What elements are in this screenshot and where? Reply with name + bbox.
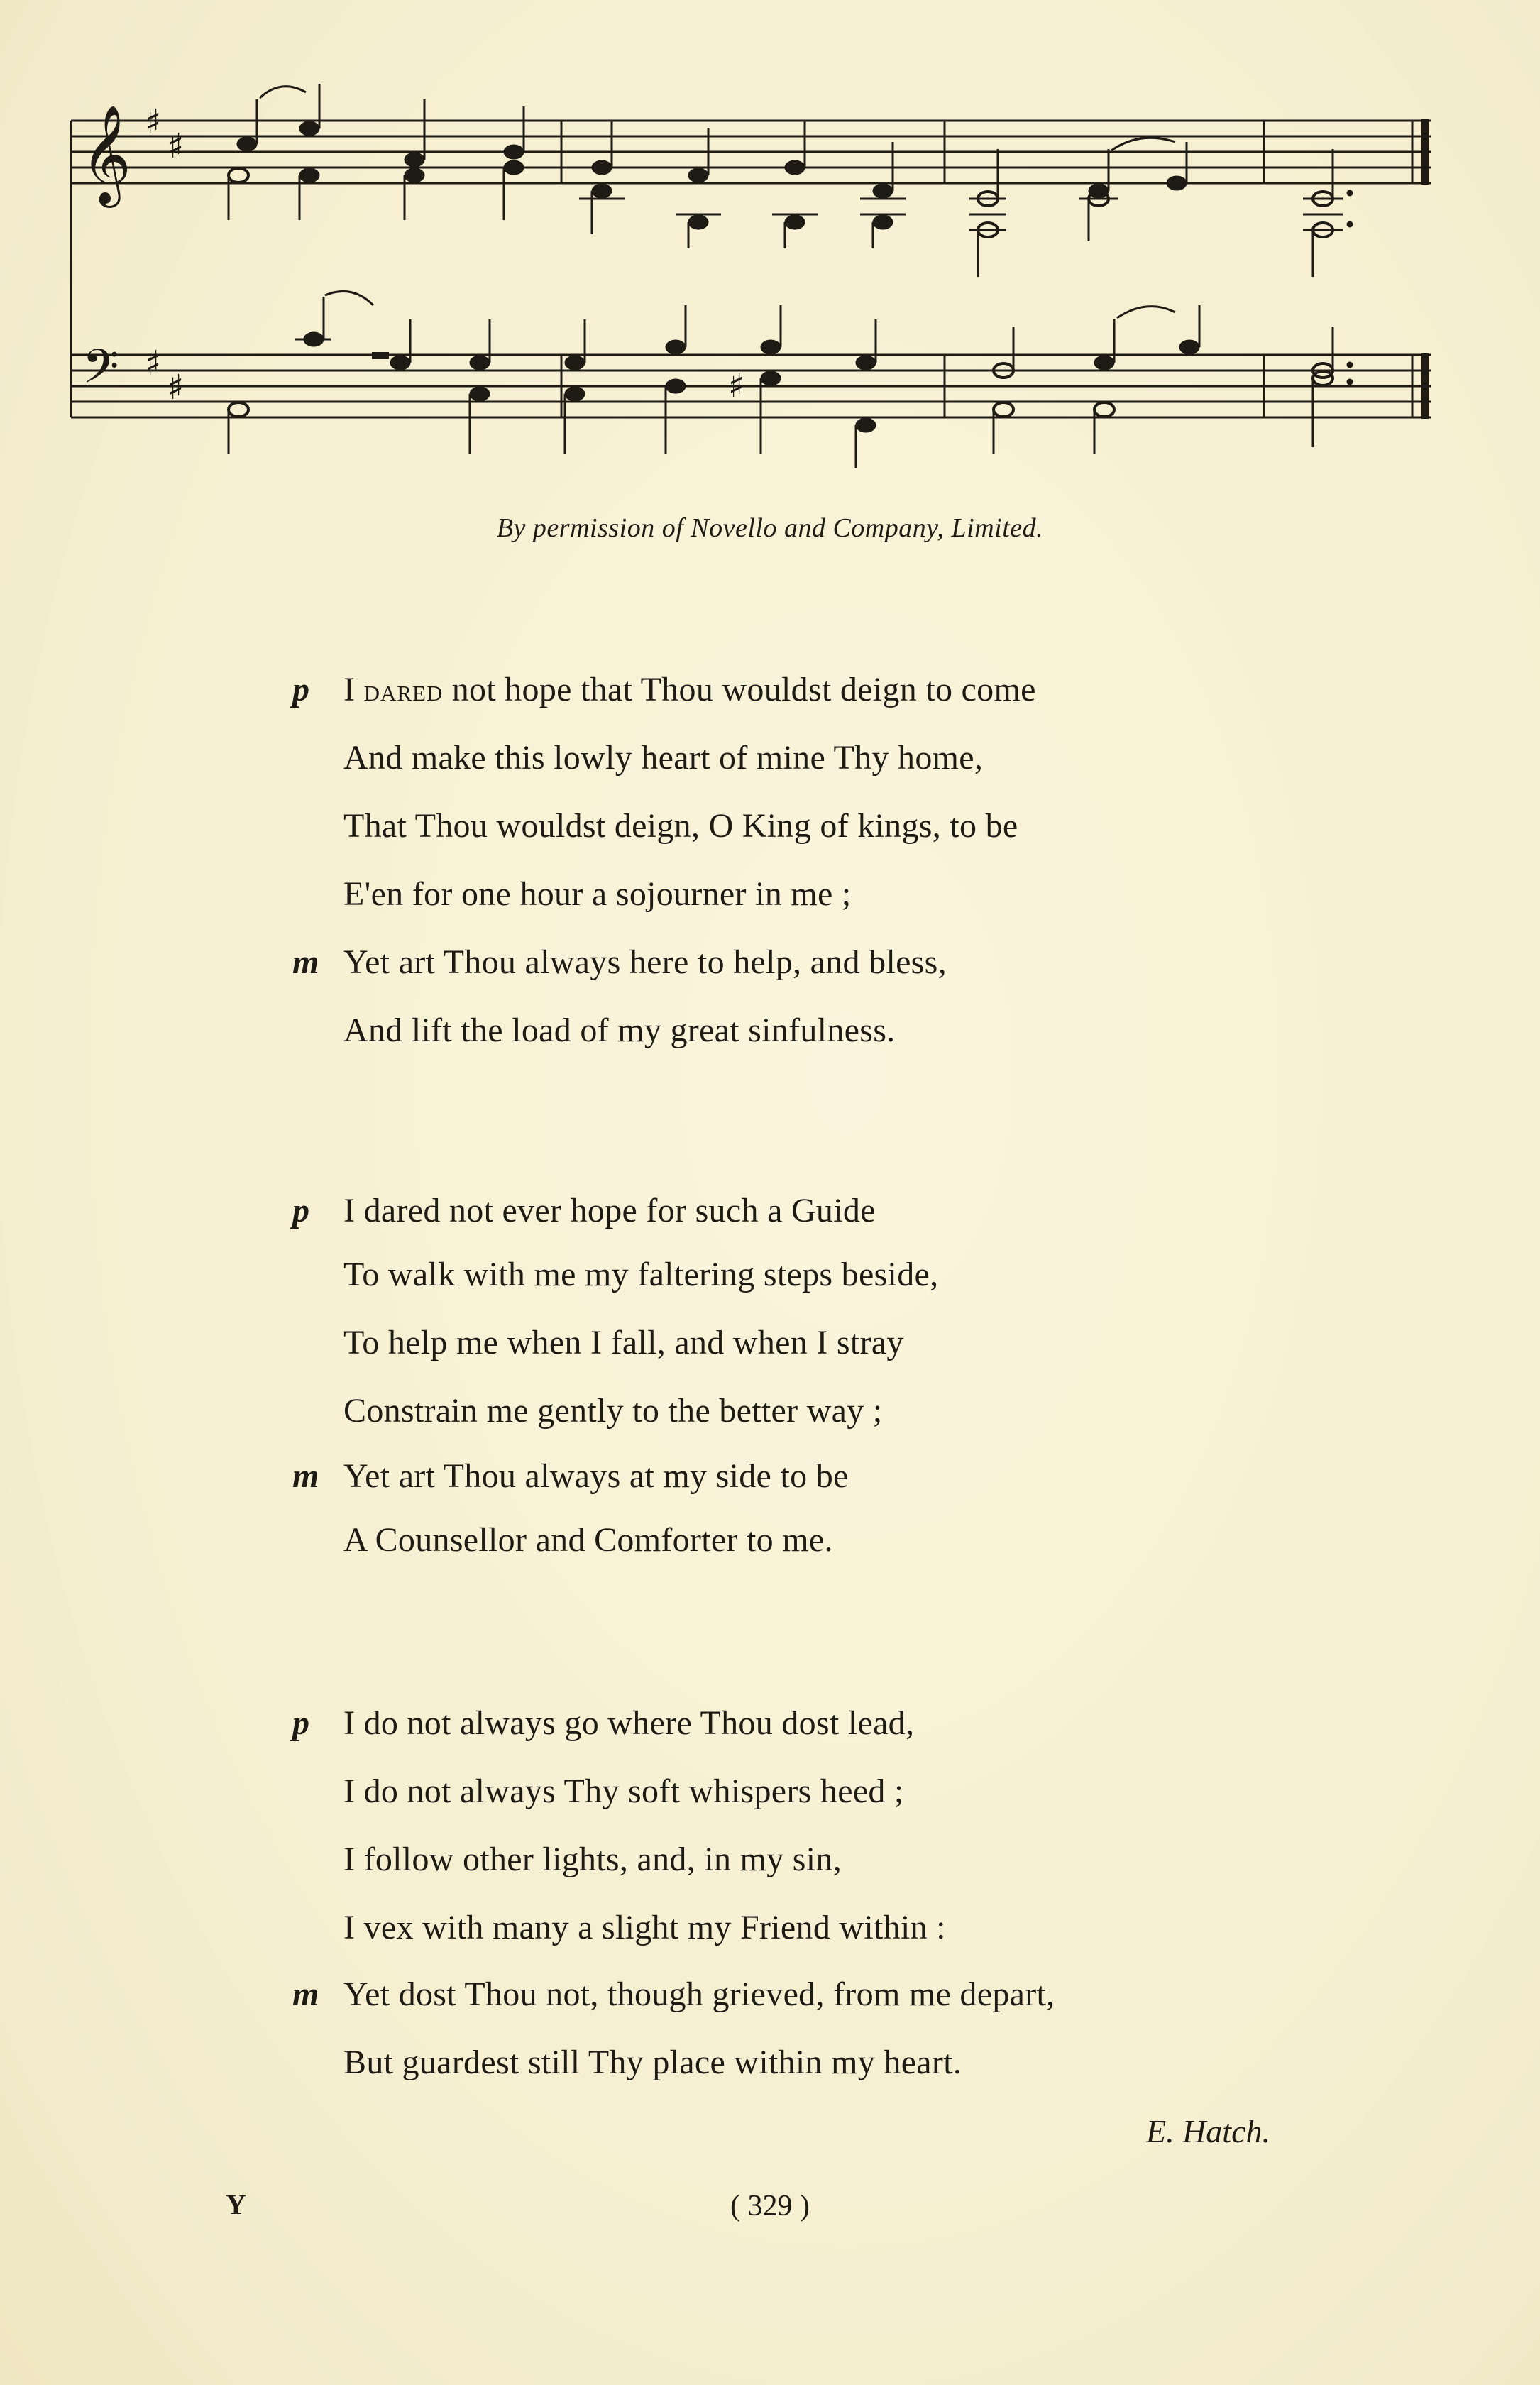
treble-notes [229,84,1353,277]
music-score [68,71,1452,497]
svg-text:♯: ♯ [145,102,162,142]
verse-line: And make this lowly heart of mine Thy home, [343,739,984,777]
svg-text:♯: ♯ [167,368,185,407]
bass-clef: 𝄢 [82,339,119,405]
verse-line: E'en for one hour a sojourner in me ; [343,875,852,913]
dynamic-mark: m [292,943,319,981]
verse-line: I do not always Thy soft whispers heed ; [343,1772,904,1810]
author-credit: E. Hatch. [1145,2113,1270,2149]
dynamic-mark: m [292,1975,319,2013]
verse-line: To help me when I fall, and when I stray [343,1324,904,1361]
rests [372,352,389,359]
dynamic-mark: p [292,671,309,708]
svg-text:♯: ♯ [145,344,162,383]
verse-line: Yet art Thou always at my side to be [343,1457,849,1495]
verse-line: A Counsellor and Comforter to me. [343,1521,833,1559]
verse-line: And lift the load of my great sinfulness. [343,1011,896,1049]
verse-opening-word: dared [363,673,444,708]
verse-line: Yet art Thou always here to help, and bless, [343,943,947,981]
dynamic-mark: p [292,1192,309,1229]
verse-line: I vex with many a slight my Friend within : [343,1909,946,1946]
verse-line: Yet dost Thou not, though grieved, from me depart, [343,1975,1055,2013]
verse-line: I dared not hope that Thou wouldst deign to come [343,671,1036,708]
svg-text:♯: ♯ [167,126,185,166]
dynamic-mark: p [292,1704,309,1742]
verse-line: Constrain me gently to the better way ; [343,1392,883,1430]
treble-staff [71,121,1431,183]
treble-key-signature [145,102,184,166]
verse-line: To walk with me my faltering steps beside, [343,1256,939,1293]
signature-mark: Y [226,2188,246,2220]
permission-note: By permission of Novello and Company, Limited. [496,513,1044,543]
bass-staff [71,355,1431,417]
bass-key-signature [145,344,184,407]
verse-line: I dared not ever hope for such a Guide [343,1192,876,1229]
verse-line: That Thou wouldst deign, O King of kings, to be [343,807,1018,845]
verse-line: I do not always go where Thou dost lead, [343,1704,915,1742]
verse-line: But guardest still Thy place within my heart. [343,2044,962,2081]
sharp-accidental: ♯ [728,366,745,406]
dynamic-mark: m [292,1457,319,1495]
treble-clef: 𝄞 [81,105,131,204]
bass-notes [229,291,1353,468]
page-number: ( 329 ) [730,2190,810,2222]
verse-line: I follow other lights, and, in my sin, [343,1841,842,1878]
